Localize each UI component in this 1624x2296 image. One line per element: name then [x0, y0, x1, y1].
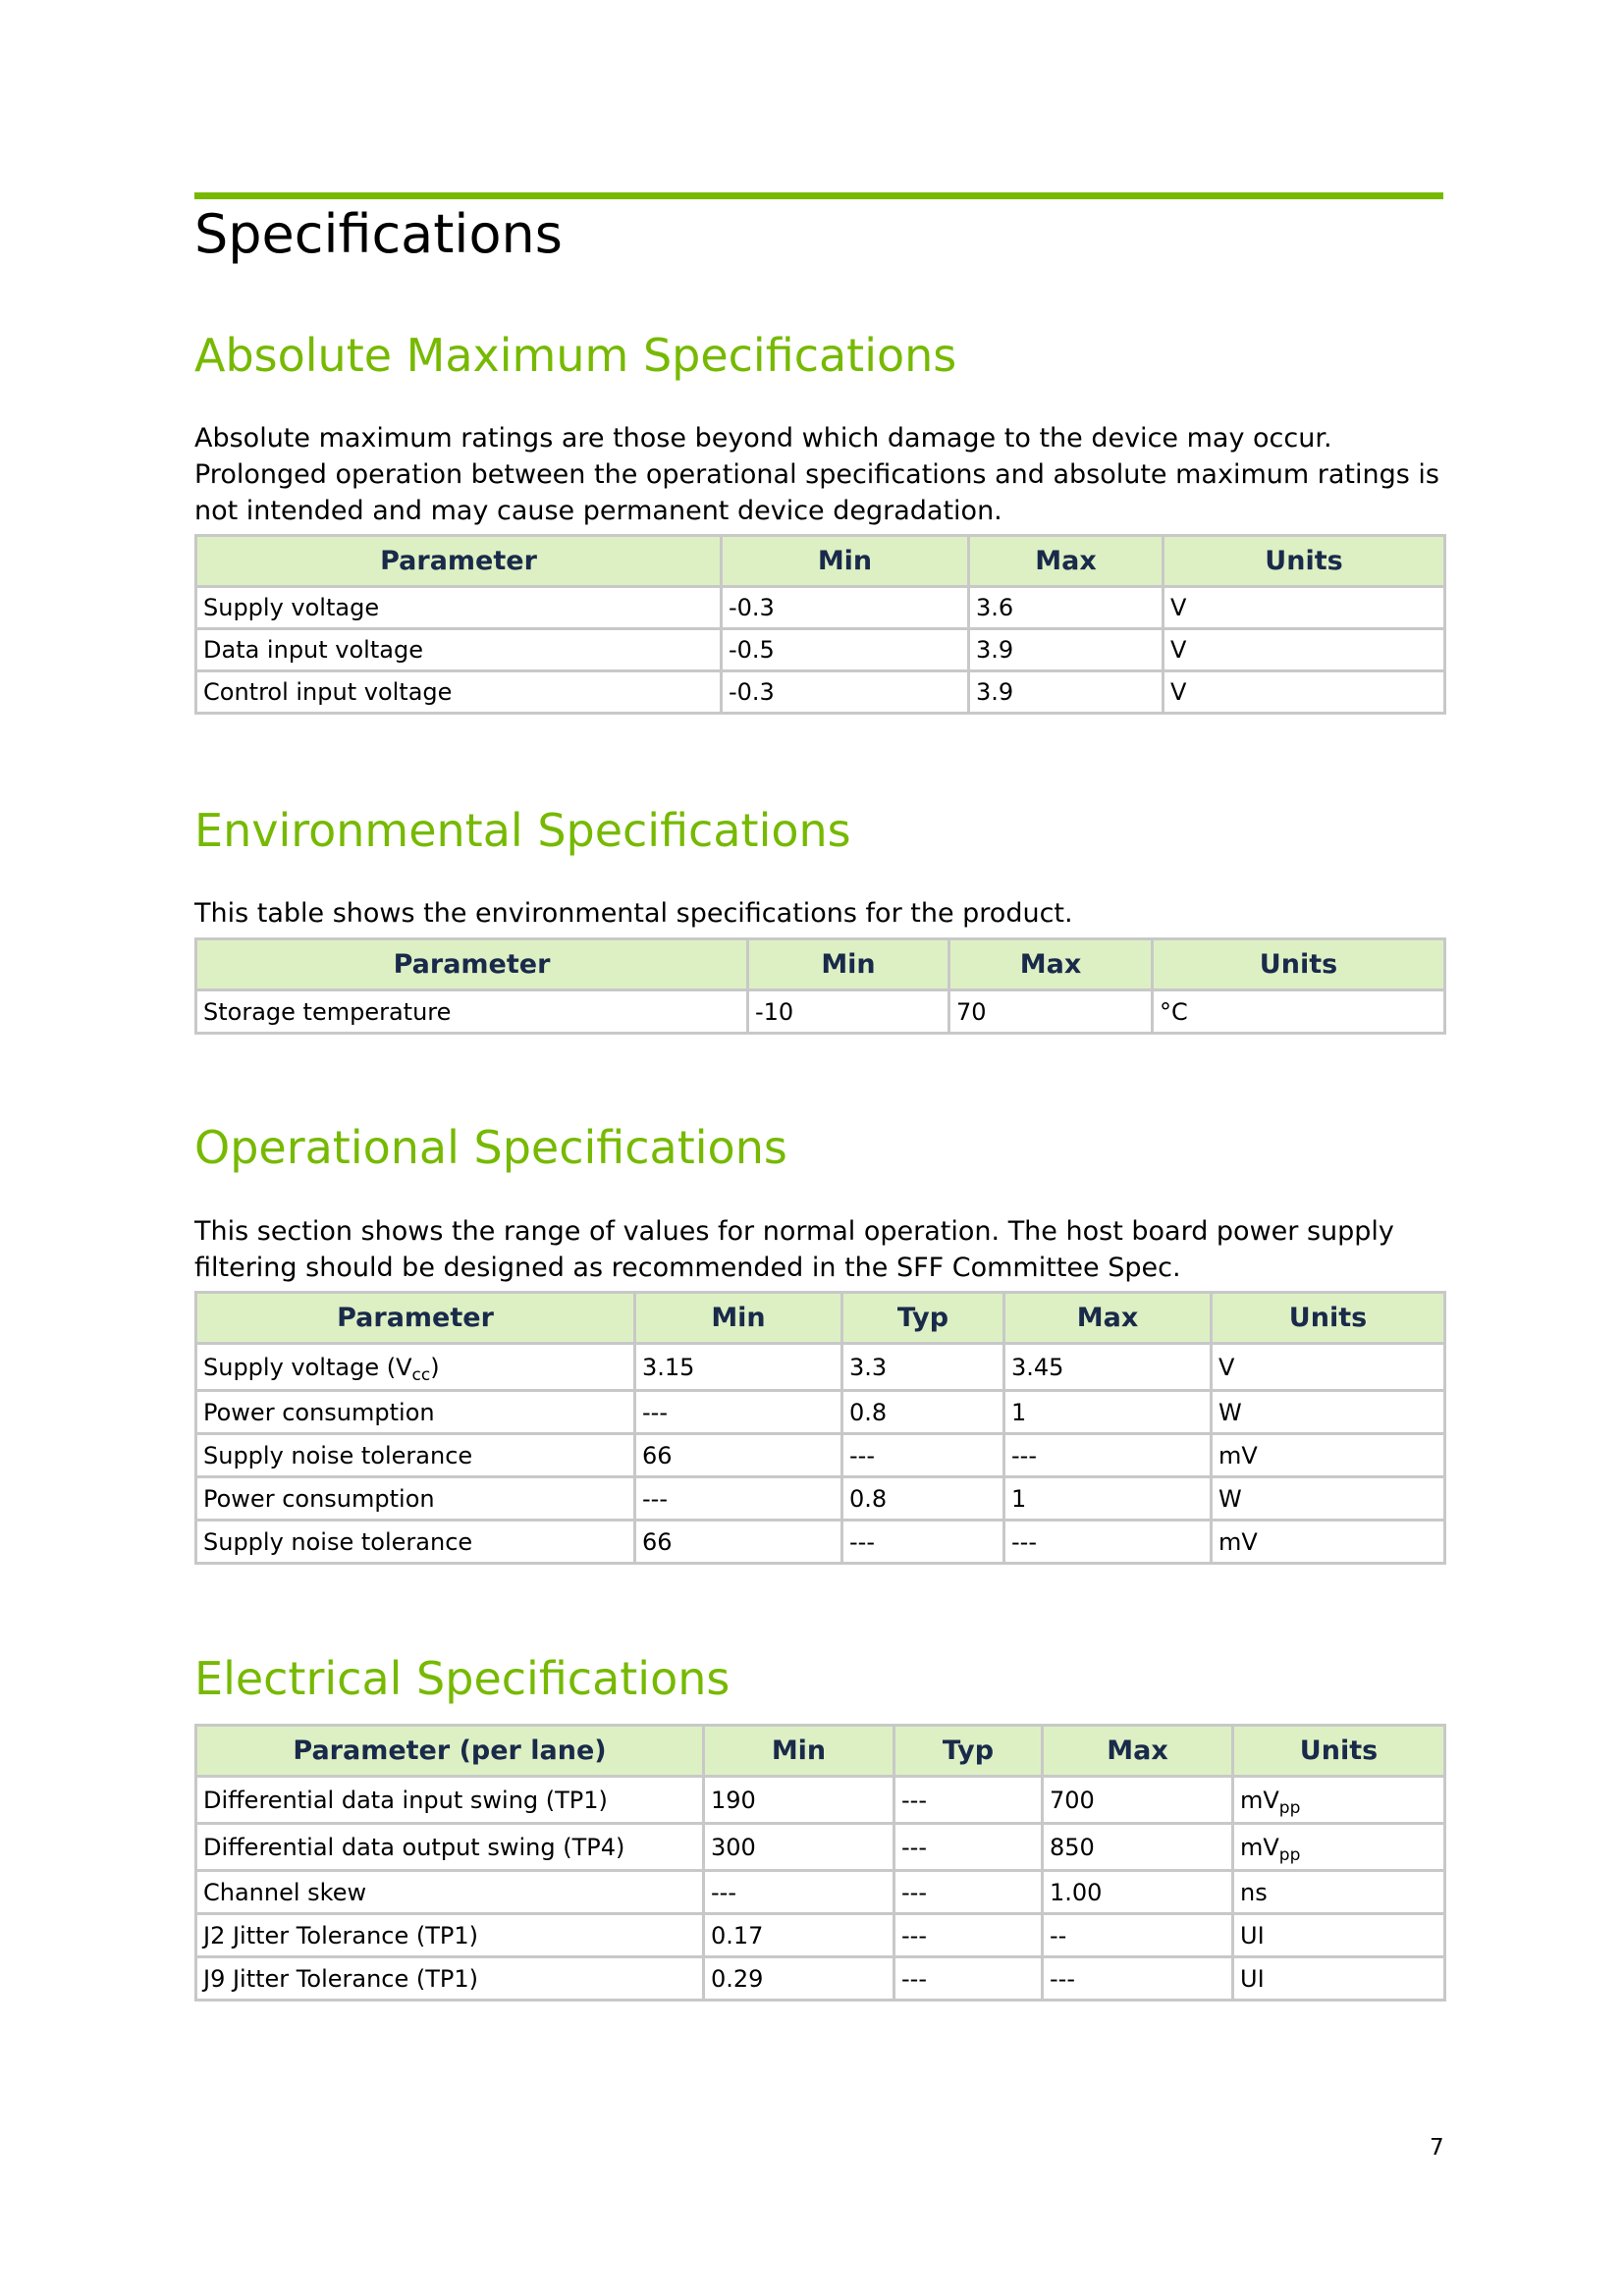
table-header: Parameter [196, 939, 748, 990]
table-cell: --- [894, 1957, 1043, 2001]
table-cell: Channel skew [196, 1871, 704, 1914]
cell-text: ) [430, 1353, 440, 1381]
table-cell: °C [1153, 990, 1445, 1034]
table-cell: --- [842, 1521, 1004, 1564]
table-cell: mV [1212, 1521, 1445, 1564]
table-cell: Power consumption [196, 1391, 635, 1434]
table-cell: UI [1233, 1957, 1445, 2001]
cell-text: mV [1240, 1786, 1279, 1814]
table-cell: --- [1004, 1521, 1212, 1564]
table-cell: V [1164, 671, 1445, 714]
table-cell: Data input voltage [196, 629, 722, 671]
table-header: Parameter (per lane) [196, 1726, 704, 1777]
section-heading-operational: Operational Specifications [194, 1121, 787, 1174]
table-cell: --- [704, 1871, 894, 1914]
table-cell: J9 Jitter Tolerance (TP1) [196, 1957, 704, 2001]
table-header: Units [1153, 939, 1445, 990]
table-header: Min [748, 939, 949, 990]
table-header: Parameter [196, 1293, 635, 1344]
table-header: Units [1164, 536, 1445, 587]
table-header: Min [704, 1726, 894, 1777]
table-cell: mV [1212, 1434, 1445, 1477]
table-header: Max [1043, 1726, 1233, 1777]
section-heading-environmental: Environmental Specifications [194, 804, 851, 857]
table-cell: 0.17 [704, 1914, 894, 1957]
page-number: 7 [1430, 2135, 1444, 2161]
electrical-table [194, 1724, 1446, 2002]
table-cell: --- [894, 1871, 1043, 1914]
table-row [196, 1824, 1445, 1871]
table-cell: -10 [748, 990, 949, 1034]
table-cell: 700 [1043, 1777, 1233, 1824]
table-cell [196, 1344, 635, 1391]
table-cell: --- [1004, 1434, 1212, 1477]
table-cell: W [1212, 1477, 1445, 1521]
section-intro-environmental: This table shows the environmental specifications for the product. [194, 898, 1073, 929]
table-cell [1233, 1777, 1445, 1824]
table-cell: --- [635, 1477, 842, 1521]
table-cell: Power consumption [196, 1477, 635, 1521]
table-cell: 3.15 [635, 1344, 842, 1391]
table-header: Min [722, 536, 969, 587]
table-header: Max [969, 536, 1164, 587]
table-cell: 0.29 [704, 1957, 894, 2001]
table-cell: Supply noise tolerance [196, 1434, 635, 1477]
table-cell: 1.00 [1043, 1871, 1233, 1914]
table-cell: -0.3 [722, 671, 969, 714]
table-cell: 300 [704, 1824, 894, 1871]
table-cell: 1 [1004, 1391, 1212, 1434]
table-cell: 3.9 [969, 671, 1164, 714]
table-cell: --- [635, 1391, 842, 1434]
table-row [196, 629, 1445, 671]
table-cell: 3.45 [1004, 1344, 1212, 1391]
table-row [196, 1871, 1445, 1914]
table-row [196, 1521, 1445, 1564]
table-header: Max [1004, 1293, 1212, 1344]
table-cell: V [1164, 587, 1445, 629]
cell-text: mV [1240, 1833, 1279, 1861]
table-row [196, 1914, 1445, 1957]
table-cell: --- [842, 1434, 1004, 1477]
table-cell: 0.8 [842, 1477, 1004, 1521]
table-row [196, 1477, 1445, 1521]
table-row [196, 990, 1445, 1034]
table-cell: -0.3 [722, 587, 969, 629]
cell-subscript: cc [411, 1364, 431, 1385]
section-heading-absolute-max: Absolute Maximum Specifications [194, 329, 957, 382]
table-cell: 66 [635, 1434, 842, 1477]
table-header: Typ [894, 1726, 1043, 1777]
title-rule [194, 192, 1443, 199]
table-cell: V [1164, 629, 1445, 671]
table-cell: 0.8 [842, 1391, 1004, 1434]
section-intro-operational: This section shows the range of values for normal operation. The host board power supply filtering should be designed as recommended in the SFF Committee Spec. [194, 1216, 1394, 1283]
table-cell: --- [894, 1914, 1043, 1957]
table-cell: Control input voltage [196, 671, 722, 714]
table-row [196, 671, 1445, 714]
table-cell: 3.9 [969, 629, 1164, 671]
table-cell: 3.3 [842, 1344, 1004, 1391]
table-cell: J2 Jitter Tolerance (TP1) [196, 1914, 704, 1957]
table-cell: 1 [1004, 1477, 1212, 1521]
table-row [196, 1777, 1445, 1824]
section-heading-electrical: Electrical Specifications [194, 1652, 731, 1705]
table-cell: V [1212, 1344, 1445, 1391]
table-cell: 850 [1043, 1824, 1233, 1871]
environmental-table [194, 937, 1446, 1035]
table-row [196, 1344, 1445, 1391]
table-cell: UI [1233, 1914, 1445, 1957]
page-title: Specifications [194, 203, 563, 265]
table-cell: --- [894, 1777, 1043, 1824]
table-header: Parameter [196, 536, 722, 587]
table-header: Units [1233, 1726, 1445, 1777]
operational-table [194, 1291, 1446, 1565]
section-intro-absolute-max: Absolute maximum ratings are those beyond which damage to the device may occur. Prolonged operation between the operational specifications and absolute maximum ratings is not intended and may cause permanent device degradation. [194, 423, 1439, 526]
table-cell: Supply voltage [196, 587, 722, 629]
table-cell: ns [1233, 1871, 1445, 1914]
table-row [196, 1391, 1445, 1434]
table-row [196, 587, 1445, 629]
table-cell: -0.5 [722, 629, 969, 671]
table-cell: 3.6 [969, 587, 1164, 629]
table-cell: 66 [635, 1521, 842, 1564]
cell-text: Supply voltage (V [203, 1353, 412, 1381]
table-row [196, 1957, 1445, 2001]
table-cell: Differential data output swing (TP4) [196, 1824, 704, 1871]
table-cell: 70 [949, 990, 1153, 1034]
table-header: Min [635, 1293, 842, 1344]
table-cell: --- [1043, 1957, 1233, 2001]
table-cell: 190 [704, 1777, 894, 1824]
absolute-max-table [194, 534, 1446, 715]
table-header: Typ [842, 1293, 1004, 1344]
table-cell: Storage temperature [196, 990, 748, 1034]
table-cell: Differential data input swing (TP1) [196, 1777, 704, 1824]
table-row [196, 1434, 1445, 1477]
table-header: Units [1212, 1293, 1445, 1344]
table-cell: Supply noise tolerance [196, 1521, 635, 1564]
table-header: Max [949, 939, 1153, 990]
table-cell: --- [894, 1824, 1043, 1871]
table-cell [1233, 1824, 1445, 1871]
table-cell: -- [1043, 1914, 1233, 1957]
cell-subscript: pp [1278, 1797, 1301, 1818]
cell-subscript: pp [1278, 1844, 1301, 1865]
table-cell: W [1212, 1391, 1445, 1434]
